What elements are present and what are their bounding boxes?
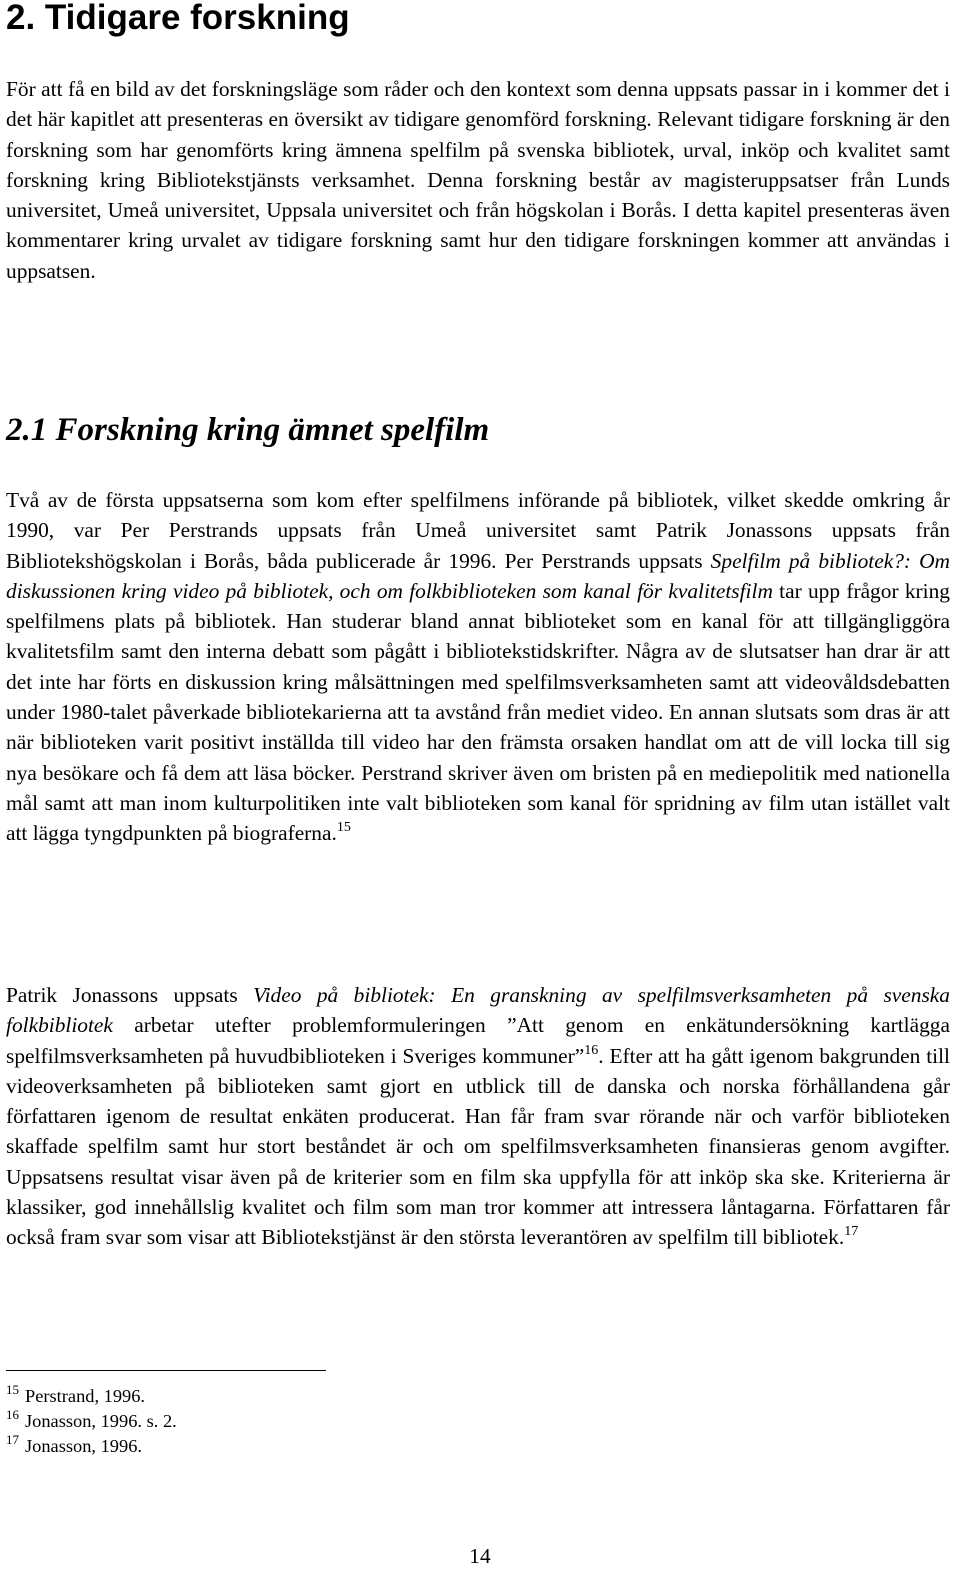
- perstrand-paragraph: [6, 485, 950, 849]
- footnote-number: 15: [6, 1382, 19, 1397]
- footnote-ref-17: 17: [844, 1224, 859, 1240]
- footnote-15: [6, 1384, 606, 1409]
- paragraph-text: arbetar utefter problemformuleringen ”Att genom en enkätundersökning kartlägga spelfilmsverksamheten på huvudbiblioteken i Sveriges kommuner”: [6, 1013, 950, 1068]
- thesis-title-perstrand: Spelfilm på bibliotek?: Om diskussionen kring video på bibliotek, och om folkbiblioteken som kanal för kvalitetsfilm: [6, 548, 950, 603]
- chapter-title: 2. Tidigare forskning: [6, 0, 350, 37]
- paragraph-text: . Efter att ha gått igenom bakgrunden till videoverksamheten på biblioteken samt gjort en utblick till de danska och norska förhållandena går författaren igenom de resultat enkäten producerat. Han får fram svar rörande när och varför biblioteken skaffade spelfilm samt hur stort beståndet är och om spelfilmsverksamheten finansieras genom avgifter. Uppsatsens resultat visar även på de kriterier som en film ska uppfylla för att inköp ska ske. Kriterierna är klassiker, god innehållslig kvalitet och film som man tror kommer att intressera låntagarna. Författaren får också fram svar som visar att Bibliotekstjänst är den största leverantören av spelfilm till bibliotek.: [6, 1043, 950, 1250]
- footnote-ref-16: 16: [584, 1042, 599, 1058]
- paragraph-text: Patrik Jonassons uppsats: [6, 983, 254, 1007]
- section-heading: 2.1 Forskning kring ämnet spelfilm: [6, 412, 490, 448]
- footnote-text: Jonasson, 1996. s. 2.: [25, 1411, 177, 1431]
- intro-paragraph: För att få en bild av det forskningsläge som råder och den kontext som denna uppsats passar in i kommer det i det här kapitlet att presenteras en översikt av tidigare genomförd forskning. Relevant tidigare forskning är den forskning som har genomförts kring ämnena spelfilm på svenska bibliotek, urval, inköp och kvalitet samt forskning kring Bibliotekstjänsts verksamhet. Denna forskning består av magisteruppsatser från Lunds universitet, Umeå universitet, Uppsala universitet och från högskolan i Borås. I detta kapitel presenteras även kommentarer kring urvalet av tidigare forskning samt hur den tidigare forskningen kommer att användas i uppsatsen.: [6, 77, 950, 283]
- footnote-ref-15: 15: [336, 820, 351, 836]
- footnote-divider: [6, 1370, 326, 1371]
- footnotes: [6, 1384, 606, 1459]
- footnote-16: [6, 1409, 606, 1434]
- thesis-title-jonasson: Video på bibliotek: En granskning av spelfilmsverksamheten på svenska folkbibliotek: [6, 983, 950, 1038]
- footnote-number: 16: [6, 1407, 19, 1422]
- page-number: 14: [469, 1544, 491, 1568]
- paragraph-text: Två av de första uppsatserna som kom efter spelfilmens införande på bibliotek, vilket skedde omkring år 1990, var Per Perstrands uppsats från Umeå universitet samt Patrik Jonassons uppsats från Bibliotekshögskolan i Borås, båda publicerade år 1996. Per Perstrands uppsats: [6, 488, 950, 573]
- paragraph-text: tar upp frågor kring spelfilmens plats på bibliotek. Han studerar bland annat biblioteket som en kanal för att tillgängliggöra kvalitetsfilm samt den interna debatt som pågått i bibliotekstidskrifter. Några av de slutsatser han drar är att det inte har förts en diskussion kring målsättningen med spelfilmsverksamheten samt att videovåldsdebatten under 1980-talet påverkade bibliotekarierna att ta avstånd från mediet video. En annan slutsats som dras är att när biblioteken varit positivt inställda till video har den främsta orsaken handlat om att de vill locka till sig nya besökare och få dem att läsa böcker. Perstrand skriver även om bristen på en mediepolitik med nationella mål samt att man inom kulturpolitiken inte valt biblioteken som kanal för spridning av film utan istället valt att lägga tyngdpunkten på biograferna.: [6, 578, 950, 846]
- jonasson-paragraph: [6, 980, 950, 1253]
- footnote-number: 17: [6, 1432, 19, 1447]
- footnote-text: Perstrand, 1996.: [25, 1386, 146, 1406]
- footnote-17: [6, 1434, 606, 1459]
- footnote-text: Jonasson, 1996.: [25, 1436, 142, 1456]
